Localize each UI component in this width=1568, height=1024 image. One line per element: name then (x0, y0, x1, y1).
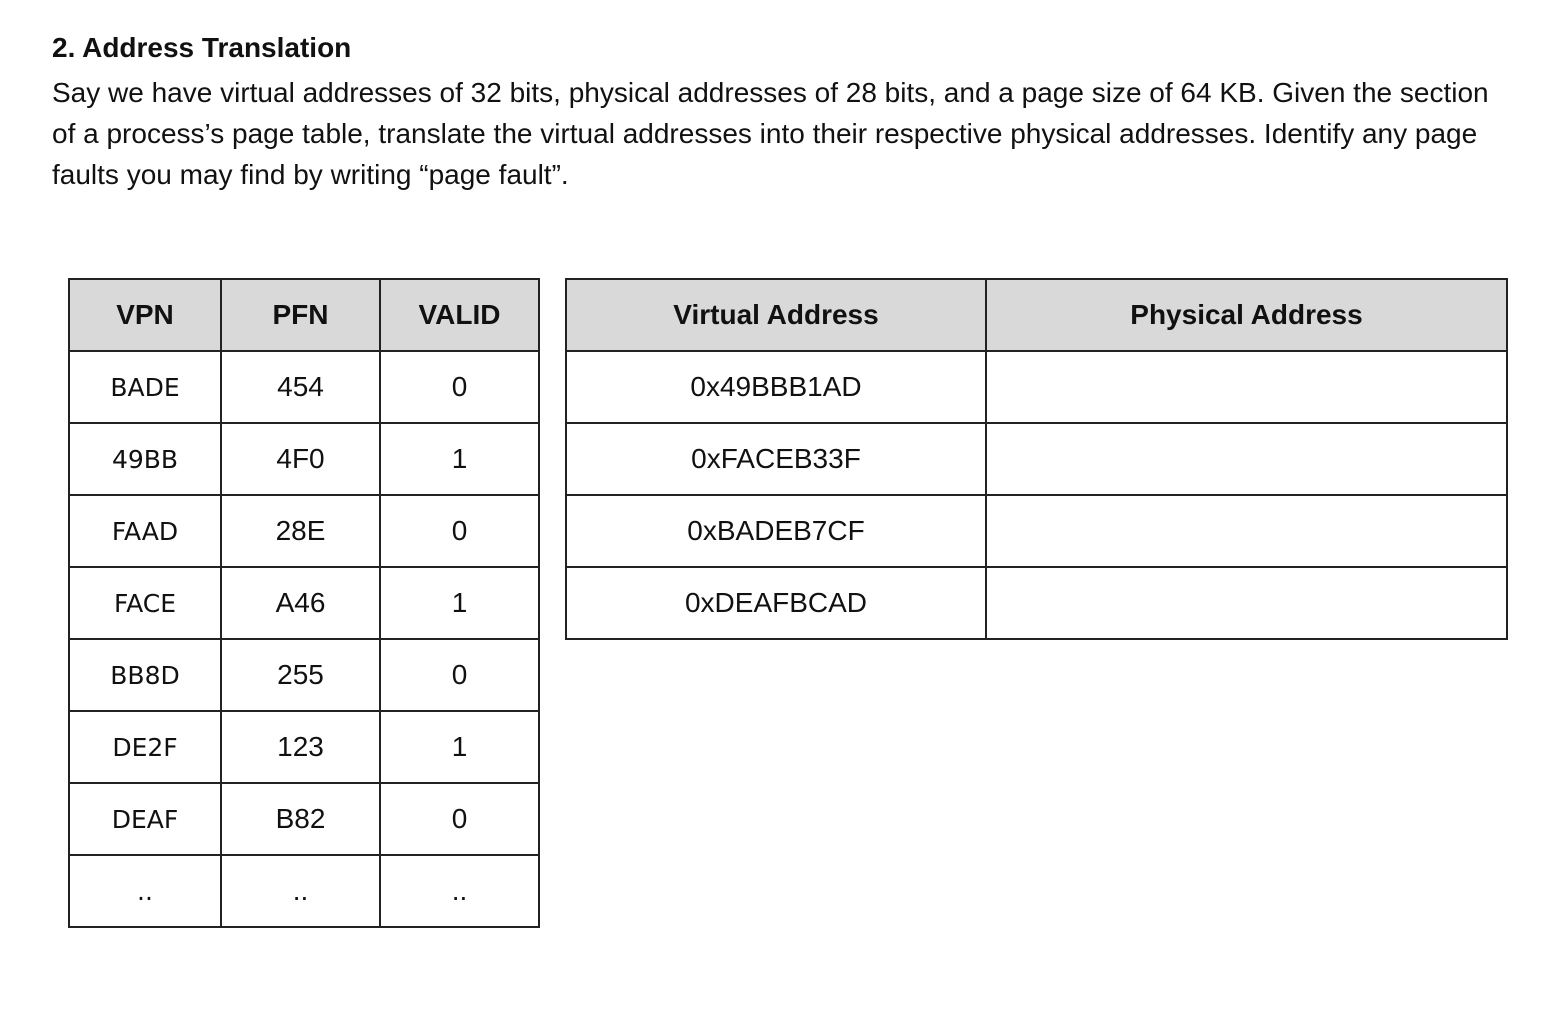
vpn-cell: BB8D (69, 639, 221, 711)
physical-address-answer-cell[interactable] (986, 351, 1507, 423)
translation-row (566, 567, 1507, 639)
section-heading: 2. Address Translation (52, 32, 352, 63)
pfn-cell: 4F0 (221, 423, 380, 495)
vpn-cell: BADE (69, 351, 221, 423)
vpn-cell: FACE (69, 567, 221, 639)
page-table-row (69, 783, 539, 855)
virtual-address-cell: 0x49BBB1AD (566, 351, 986, 423)
vpn-cell: DEAF (69, 783, 221, 855)
vpn-cell: .. (69, 855, 221, 927)
pfn-cell: B82 (221, 783, 380, 855)
translation-header-row (566, 279, 1507, 351)
column-header-pfn: PFN (221, 279, 380, 351)
column-header-vpn: VPN (69, 279, 221, 351)
pfn-cell: 454 (221, 351, 380, 423)
valid-cell: 0 (380, 639, 539, 711)
page-table-row-ellipsis (69, 855, 539, 927)
valid-cell: 1 (380, 423, 539, 495)
vpn-cell: 49BB (69, 423, 221, 495)
page-table-row (69, 495, 539, 567)
valid-cell: 1 (380, 567, 539, 639)
virtual-address-cell: 0xFACEB33F (566, 423, 986, 495)
vpn-cell: FAAD (69, 495, 221, 567)
translation-row (566, 495, 1507, 567)
pfn-cell: 255 (221, 639, 380, 711)
valid-cell: .. (380, 855, 539, 927)
valid-cell: 1 (380, 711, 539, 783)
page-table-header-row (69, 279, 539, 351)
pfn-cell: 123 (221, 711, 380, 783)
column-header-valid: VALID (380, 279, 539, 351)
physical-address-answer-cell[interactable] (986, 567, 1507, 639)
page-table-row (69, 351, 539, 423)
virtual-address-cell: 0xDEAFBCAD (566, 567, 986, 639)
valid-cell: 0 (380, 783, 539, 855)
translation-row (566, 423, 1507, 495)
valid-cell: 0 (380, 495, 539, 567)
physical-address-answer-cell[interactable] (986, 495, 1507, 567)
page-table-row (69, 423, 539, 495)
pfn-cell: .. (221, 855, 380, 927)
column-header-physical-address: Physical Address (986, 279, 1507, 351)
address-translation-table (565, 278, 1508, 640)
page-table-row (69, 639, 539, 711)
virtual-address-cell: 0xBADEB7CF (566, 495, 986, 567)
physical-address-answer-cell[interactable] (986, 423, 1507, 495)
page-table (68, 278, 540, 928)
pfn-cell: A46 (221, 567, 380, 639)
translation-row (566, 351, 1507, 423)
column-header-virtual-address: Virtual Address (566, 279, 986, 351)
problem-prompt: Say we have virtual addresses of 32 bits, physical addresses of 28 bits, and a page size of 64 KB. Given the section of a process’s page table, translate the virtual addresses into their respective physical addresses. Identify any page faults you may find by writing “page fault”. (52, 77, 1489, 190)
page-table-row (69, 711, 539, 783)
pfn-cell: 28E (221, 495, 380, 567)
page-table-row (69, 567, 539, 639)
vpn-cell: DE2F (69, 711, 221, 783)
valid-cell: 0 (380, 351, 539, 423)
